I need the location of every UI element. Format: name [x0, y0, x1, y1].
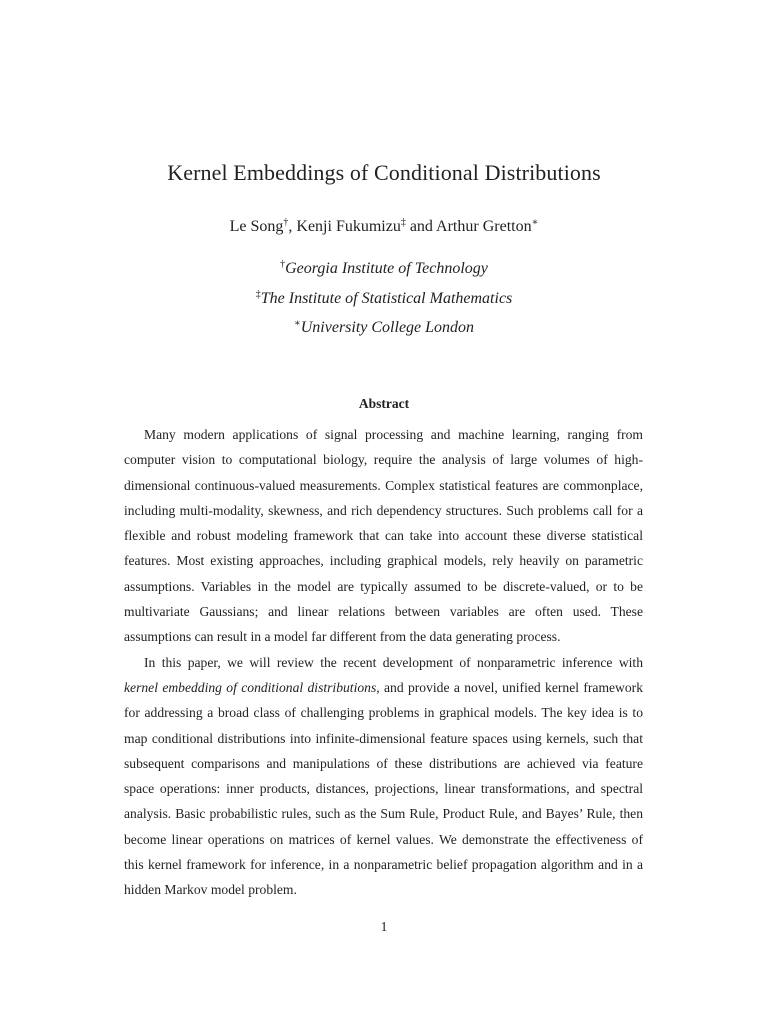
affiliation	[0, 317, 768, 339]
affiliation-name: The Institute of Statistical Mathematics	[260, 290, 513, 307]
affiliation	[0, 288, 768, 310]
author-separator: ,	[288, 218, 297, 235]
author-name: Le Song	[229, 218, 284, 235]
author-separator: and	[405, 218, 437, 235]
abstract-heading: Abstract	[358, 396, 410, 411]
abstract-paragraph	[124, 650, 643, 903]
affiliation-mark: ‡	[400, 217, 406, 228]
affiliation-mark: ∗	[531, 217, 539, 228]
affiliation-mark: ∗	[293, 318, 301, 329]
author-name: Arthur Gretton	[436, 218, 532, 235]
emphasized-term: kernel embedding of conditional distributions	[124, 679, 377, 695]
page-number: 1	[380, 919, 388, 934]
affiliation	[0, 258, 768, 280]
affiliation-mark: †	[283, 217, 289, 228]
affiliation-name: University College London	[300, 319, 475, 336]
abstract-paragraph: Many modern applications of signal processing and machine learning, ranging from computer vision to computational biology, require the analysis of large volumes of high-dimensional continuous-valued measurements. Complex statistical features are commonplace, including multi-modality, skewness, and rich dependency structures. Such problems call for a flexible and robust modeling framework that can take into account these diverse statistical features. Most existing approaches, including graphical models, rely heavily on parametric assumptions. Variables in the model are typically assumed to be discrete-valued, or to be multivariate Gaussians; and linear relations between variables are often used. These assumptions can result in a model far different from the data generating process.	[124, 427, 643, 645]
author-list	[0, 216, 768, 238]
paper-title: Kernel Embeddings of Conditional Distributions	[167, 160, 601, 185]
affiliation-name: Georgia Institute of Technology	[285, 260, 488, 277]
affiliation-mark: ‡	[255, 289, 261, 300]
paragraph-text: , and provide a novel, unified kernel framework for addressing a broad class of challenging problems in graphical models. The key idea is to map conditional distributions into infinite-dimensional feature spaces using kernels, such that subsequent comparisons and manipulations of these distributions are achieved via feature space operations: inner products, distances, projections, linear transformations, and spectral analysis. Basic probabilistic rules, such as the Sum Rule, Product Rule, and Bayes’ Rule, then become linear operations on matrices of kernel values. We demonstrate the effectiveness of this kernel framework for inference, in a nonparametric belief propagation algorithm and in a hidden Markov model problem.	[124, 679, 643, 898]
author-name: Kenji Fukumizu	[296, 218, 401, 235]
affiliation-mark: †	[280, 259, 286, 270]
abstract-body	[124, 422, 643, 903]
paragraph-text: In this paper, we will review the recent development of nonparametric inference with	[144, 654, 643, 670]
